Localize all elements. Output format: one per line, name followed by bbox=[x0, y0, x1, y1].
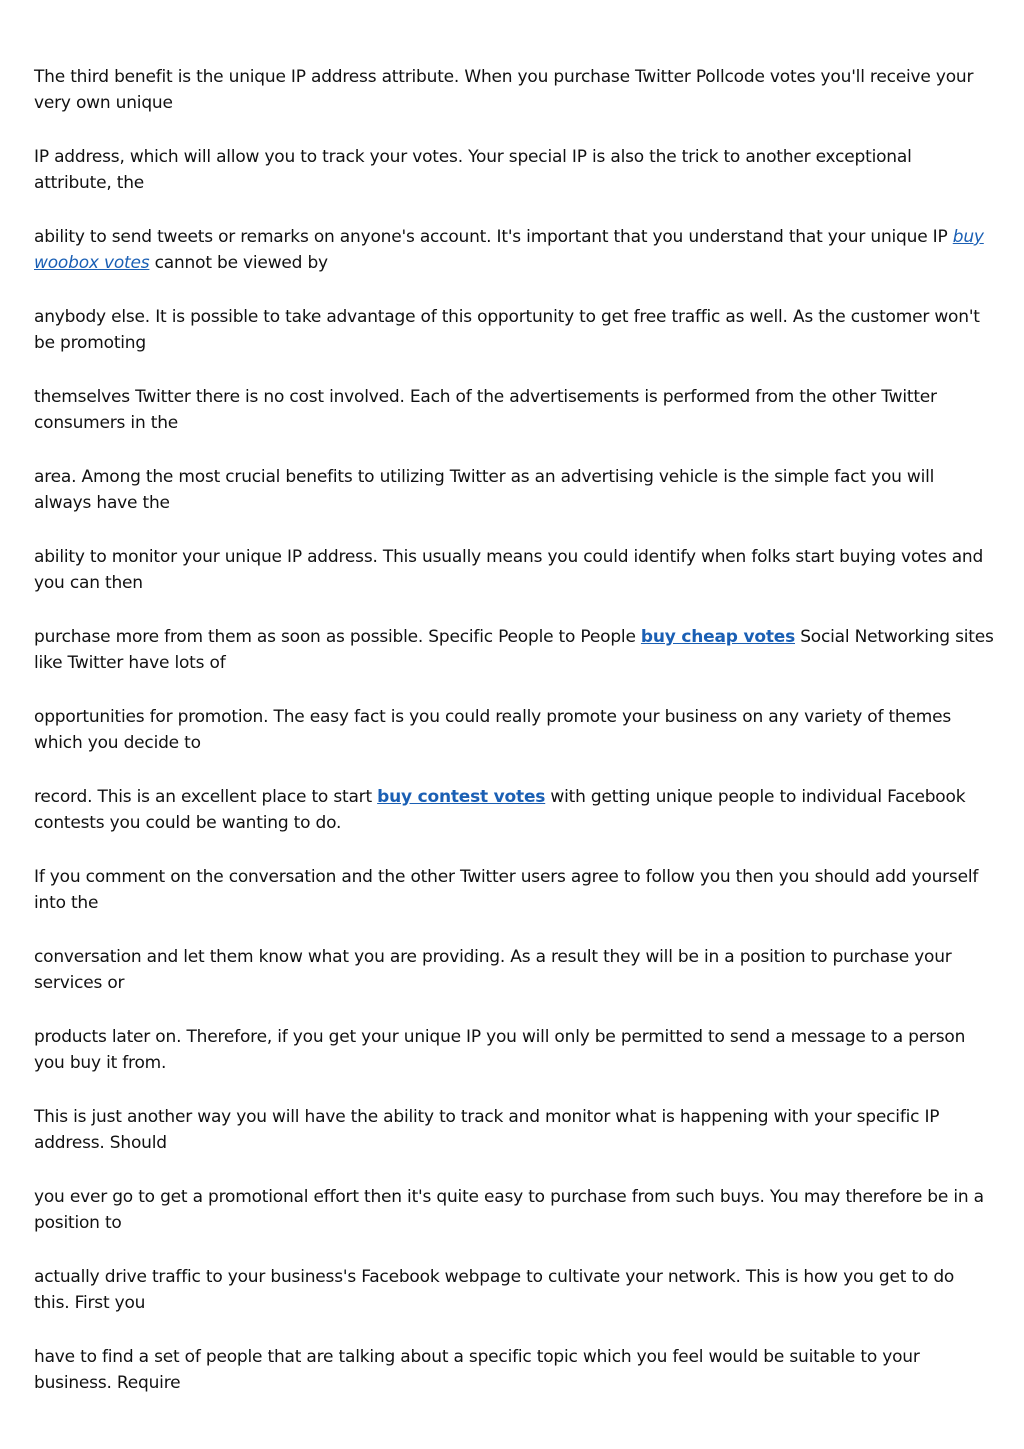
paragraph-17: have to find a set of people that are talking about a specific topic which you feel would be suitable to your business. Require bbox=[34, 1347, 920, 1393]
paragraph-4: anybody else. It is possible to take advantage of this opportunity to get free traffic as well. As the customer won't be promoting bbox=[34, 307, 980, 353]
paragraph-9: opportunities for promotion. The easy fact is you could really promote your business on any variety of themes which you decide to bbox=[34, 707, 952, 753]
paragraph-12: conversation and let them know what you are providing. As a result they will be in a position to purchase your services or bbox=[34, 947, 952, 993]
buy-contest-votes-link[interactable]: buy contest votes bbox=[377, 787, 546, 807]
paragraph-16: actually drive traffic to your business's Facebook webpage to cultivate your network. This is how you get to do this. First you bbox=[34, 1267, 955, 1313]
paragraph-3-before: ability to send tweets or remarks on anyone's account. It's important that you understand that your unique IP bbox=[34, 227, 953, 247]
paragraph-3-after: cannot be viewed by bbox=[149, 253, 328, 273]
paragraph-3 bbox=[34, 224, 994, 276]
paragraph-6: area. Among the most crucial benefits to utilizing Twitter as an advertising vehicle is the simple fact you will always have the bbox=[34, 467, 935, 513]
paragraph-13: products later on. Therefore, if you get your unique IP you will only be permitted to send a message to a person you buy it from. bbox=[34, 1027, 966, 1073]
paragraph-2: IP address, which will allow you to track your votes. Your special IP is also the trick to another exceptional attribute, the bbox=[34, 147, 912, 193]
paragraph-11: If you comment on the conversation and the other Twitter users agree to follow you then you should add yourself into the bbox=[34, 867, 979, 913]
paragraph-14: This is just another way you will have the ability to track and monitor what is happening with your specific IP address. Should bbox=[34, 1107, 940, 1153]
paragraph-1: The third benefit is the unique IP address attribute. When you purchase Twitter Pollcode votes you'll receive your very own unique bbox=[34, 67, 974, 113]
paragraph-10 bbox=[34, 784, 994, 836]
paragraph-10-before: record. This is an excellent place to start bbox=[34, 787, 378, 807]
paragraph-15: you ever go to get a promotional effort then it's quite easy to purchase from such buys. You may therefore be in a position to bbox=[34, 1187, 984, 1233]
paragraph-10-after: with getting unique people to individual Facebook contests you could be wanting to do. bbox=[34, 787, 966, 833]
document-body bbox=[34, 64, 994, 1424]
paragraph-8-after: Social Networking sites like Twitter have lots of bbox=[34, 627, 994, 673]
buy-cheap-votes-link[interactable]: buy cheap votes bbox=[640, 627, 795, 647]
paragraph-7: ability to monitor your unique IP address. This usually means you could identify when folks start buying votes and you can then bbox=[34, 547, 984, 593]
buy-woobox-votes-link[interactable]: buy woobox votes bbox=[34, 227, 984, 273]
paragraph-8 bbox=[34, 624, 994, 676]
paragraph-8-before: purchase more from them as soon as possible. Specific People to People bbox=[34, 627, 641, 647]
paragraph-5: themselves Twitter there is no cost involved. Each of the advertisements is performed from the other Twitter consumers in the bbox=[34, 387, 937, 433]
